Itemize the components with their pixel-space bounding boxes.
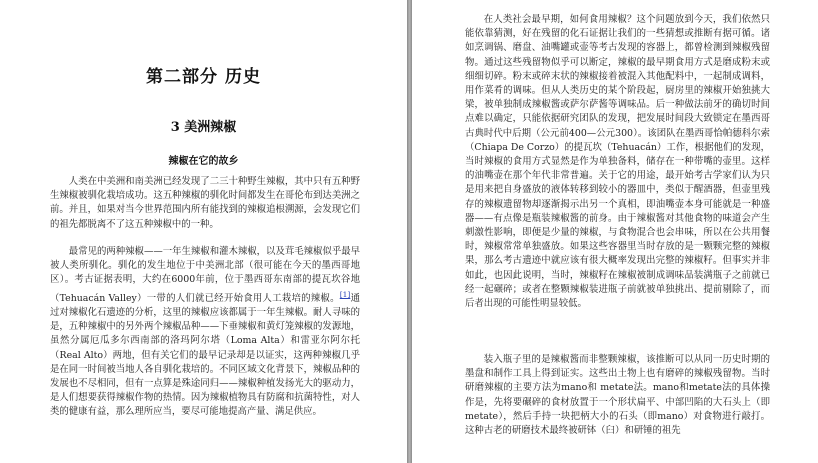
left-text-block-2 <box>50 245 360 420</box>
right-text-block-1 <box>465 13 770 311</box>
right-text-block-2 <box>465 353 770 438</box>
right-paragraph-1: 在人类社会最早期，如何食用辣椒？这个问题放到今天，我们依然只能依靠猜测，好在残留的化石证据让我们的一些猜想或推断有据可循。诸如烹调锅、磨盘、油嘴罐或壶等考古发现的容器上，都曾检测到辣椒残留物。通过这些残留物似乎可以断定，辣椒的最早期食用方式是磨成粉末或细细切碎。粉末或碎末状的辣椒接着被混入其他配料中，一起制成调料，用作菜肴的调味。但从人类历史的某个阶段起，厨房里的辣椒开始独挑大梁，被单独制成辣椒酱或萨尔萨酱等调味品。后一种做法前牙的确切时间点难以确定，只能依据研究团队的发现，把发展时间段大致锁定在墨西哥古典时代中后期（公元前400—公元300）。该团队在墨西哥恰帕德科尔索（Chiapa De Corzo）的提瓦坎（Tehuacán）工作，根据他们的发现，当时辣椒的食用方式显然是作为单独备料，储存在一种带嘴的壶里。这样的油嘴壶在那个年代非常普遍。关于它的用途，最开始考古学家们认为只是用来把自身盛放的液体转移到较小的器皿中，类似于醒酒器，但壶里残存的辣椒遗留物却逐渐揭示出另一个真相，即油嘴壶本身可能就是一种盛器——有点像是瓶装辣椒酱的前身。由于辣椒酱对其他食物的味道会产生刺激性影响，即便是少量的辣椒，与食物混合也会串味，所以在公共用餐时，辣椒常常单独盛放。如果这些容器里当时存放的是一颗颗完整的辣椒果，那么考古遗迹中就应该有很大概率发现出完整的辣椒籽。但事实并非如此，也因此说明，当时，辣椒籽在辣椒被制成调味品装满瓶子之前就已经一起碾碎；或者在整颗辣椒装进瓶子前就被单独挑出、提前剔除了，而后者出现的可能性明显较低。 <box>465 14 770 310</box>
left-page <box>0 0 407 463</box>
left-paragraph-2 <box>50 245 360 420</box>
part-title: 第二部分 历史 <box>146 67 261 87</box>
left-paragraph-1: 人类在中美洲和南美洲已经发现了二三十种野生辣椒，其中只有五种野生辣椒被驯化栽培成功。这五种辣椒的驯化时间都发生在哥伦布到达美洲之前。并且，如果对当今世界范围内所有能找到的辣椒追根溯源，会发现它们的祖先都脱离不了这五种辣椒中的一种。 <box>50 176 360 230</box>
section-title: 辣椒在它的故乡 <box>168 156 239 167</box>
left-paragraph-2b: 通过对辣椒化石遗迹的分析，这里的辣椒应该都属于一年生辣椒。耐人寻味的是，五种辣椒中的另外两个辣椒品种——下垂辣椒和黄灯笼辣椒的发源地，虽然分属厄瓜多尔西南部的洛玛阿尔塔（Loma Alta）和雷亚尔阿尔托（Real Alto）两地，但有关它们的最早记录却是以证实，这两种辣椒几乎是在同一时间被当地人各自驯化栽培的。不同区域文化背景下，辣椒品种的发展也不尽相同，但有一点算是殊途同归——辣椒种植发扬光大的驱动力，是人们想要获得辣椒作物的热情。因为辣椒植物具有防腐和抗菌特性，对人类的健康有益，那么理所应当，要尽可能地提高产量、满足供应。 <box>50 292 360 418</box>
right-paragraph-2: 装入瓶子里的是辣椒酱而非整颗辣椒，该推断可以从同一历史时期的墨盘和制作工具上得到证实。这些出土物上也有磨碎的辣椒残留物。当时研磨辣椒的主要方法为mano和 metate法。mano和metate法的具体操作是，先将要碾碎的食材放置于一个形状扁平、中部凹陷的大石头上（即metate），然后手持一块把柄大小的石头（即mano）对食物进行敲打。这种古老的研磨技术最终被研钵（臼）和研锤的祖先 <box>465 354 770 437</box>
left-text-block-1 <box>50 175 360 232</box>
left-paragraph-2a: 最常见的两种辣椒——一年生辣椒和灌木辣椒，以及茸毛辣椒似乎最早被人类所驯化。驯化的发生地位于中美洲北部（很可能在今天的墨西哥地区）。考古证据表明，大约在6000年前，位于墨西哥东南部的提瓦坎谷地（Tehuacán Valley）一带的人们就已经开始食用人工栽培的辣椒。 <box>50 246 360 304</box>
footnote-link[interactable]: [1] <box>339 289 351 299</box>
chapter-title: 3 美洲辣椒 <box>170 120 237 135</box>
